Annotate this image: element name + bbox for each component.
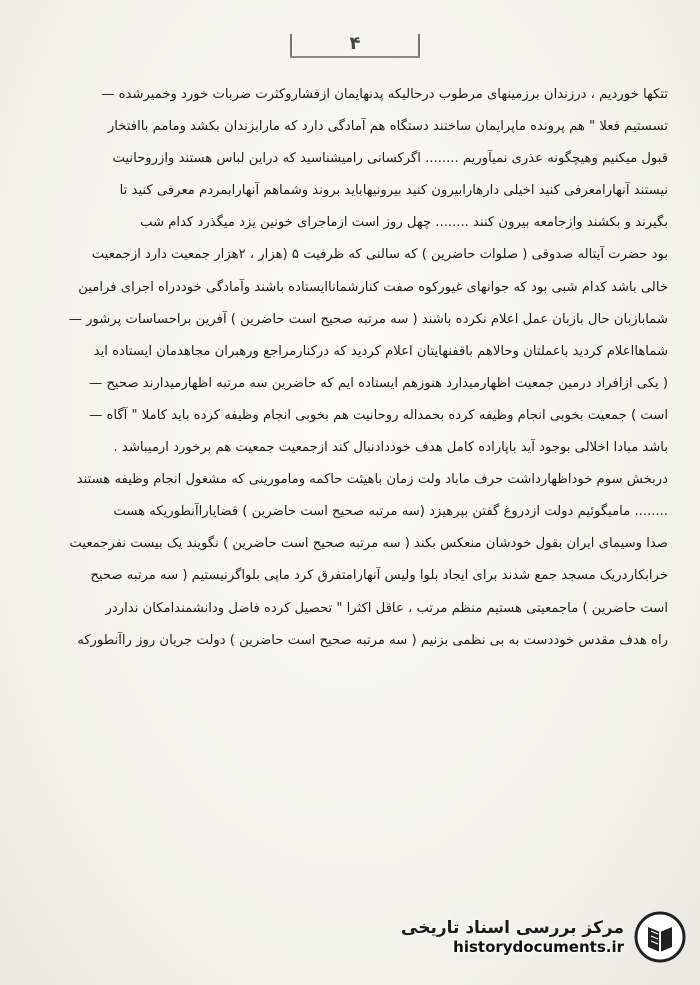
text-line: تتکها خوردیم ، درزندان برزمینهای مرطوب درحالیکه پدنهایمان ازفشاروکثرت ضربات خورد وخمیرشده — <box>101 87 668 102</box>
text-line: است حاضرین ) ماجمعیتی هستیم منظم مرتب ، عاقل اکثرا " تحصیل کرده فاضل ودانشمندامکان نداردر <box>105 600 668 616</box>
text-line: قبول میکنیم وهیچگونه عذری نمیآوریم ........ اگرکسانی رامیشناسید که دراین لباس هستند وازروحانیت <box>112 151 668 167</box>
text-line: است ) جمعیت بخوبی انجام وظیفه کرده بحمداله روحانیت هم بخوبی انجام وظیفه کرده باید کاملا " آگاه — <box>89 407 668 423</box>
text-line: بود حضرت آیتاله صدوقی ( صلوات حاضرین ) که سالنی که ظرفیت ۵ (هزار ، ۲هزار جمعیت دارد ازجمعیت <box>91 247 668 263</box>
watermark-text <box>401 918 624 956</box>
watermark <box>396 901 686 973</box>
page-number <box>290 30 420 58</box>
watermark-url: historydocuments.ir <box>453 938 624 956</box>
text-line: نیستند آنهارامعرفی کنید اخیلی دارهارابیرون کنید بیرونیهاباید بروند وشماهم آنهارابمردم معرفی کنید تا <box>119 183 668 199</box>
watermark-title: مرکز بررسی اسناد تاریخی <box>401 918 624 938</box>
text-line: دربخش سوم خوداظهارداشت حرف ماباد ولت زمان باهیئت حاکمه ومامورینی که مشغول انجام وظیفه هستند <box>76 472 668 488</box>
text-line: بگیرند و بکشند وازجامعه بیرون کنند ........ چهل روز است ازماجرای خونین یزد میگذرد کدام شب <box>140 215 668 231</box>
book-logo-icon <box>634 911 686 963</box>
page-number-value: ۴ <box>349 32 361 54</box>
text-line: شمابازبان حال بازبان عمل اعلام نکرده باشند ( سه مرتبه صحیح است حاضرین ) آفرین براحساسات پرشور — <box>68 311 668 327</box>
text-line: ( یکی ازافراد درمین جمعیت اظهارمیدارد هنوزهم ایستاده ایم که حاضرین سه مرتبه اظهارمیدارند صحیح — <box>89 375 668 391</box>
text-line: صدا وسیمای ایران بقول خودشان منعکس بکند ( سه مرتبه صحیح است حاضرین ) نگویند یک بیست نفرجمعیت <box>69 536 668 552</box>
text-line: خالی باشد کدام شبی بود که جوانهای غیورکوه صفت کنارشماناایستاده باشند وآمادگی خوددراه اجرای فرامین <box>78 279 668 295</box>
text-line: تسستیم فعلا " هم پرونده ماپرایمان ساختند دستگاه هم آمادگی دارد که مارابزندان بکشد ومامم باافتخار <box>107 119 668 135</box>
text-line: ........ مامیگوئیم دولت ازدروغ گفتن بپرهیزد (سه مرتبه صحیح است حاضرین ) قضایاراآنطوریکه هست <box>113 504 668 520</box>
text-line: شماهااعلام کردید باعملتان وحالاهم باقفنهایتان اعلام کردید که درکنارمراجع ورهبران مجاهدمان ایستاده اید <box>93 343 668 359</box>
document-body <box>48 79 668 657</box>
text-line: خرابکاردریک مسجد جمع شدند برای ایجاد بلوا ولیس آنهارامتفرق کرد ماپی بلواگرنیستیم ( سه مرتبه صحیح <box>90 568 668 584</box>
text-line: راه هدف مقدس خوددست به بی نظمی بزنیم ( سه مرتبه صحیح است حاضرین ) دولت جریان روز راآنطورکه <box>77 632 668 648</box>
text-line: باشد مبادا اخلالی بوجود آید باپاراده کامل هدف خوددادنبال کند ازجمعیت جمعیت هم برخورد ارمیباشد . <box>113 440 668 456</box>
